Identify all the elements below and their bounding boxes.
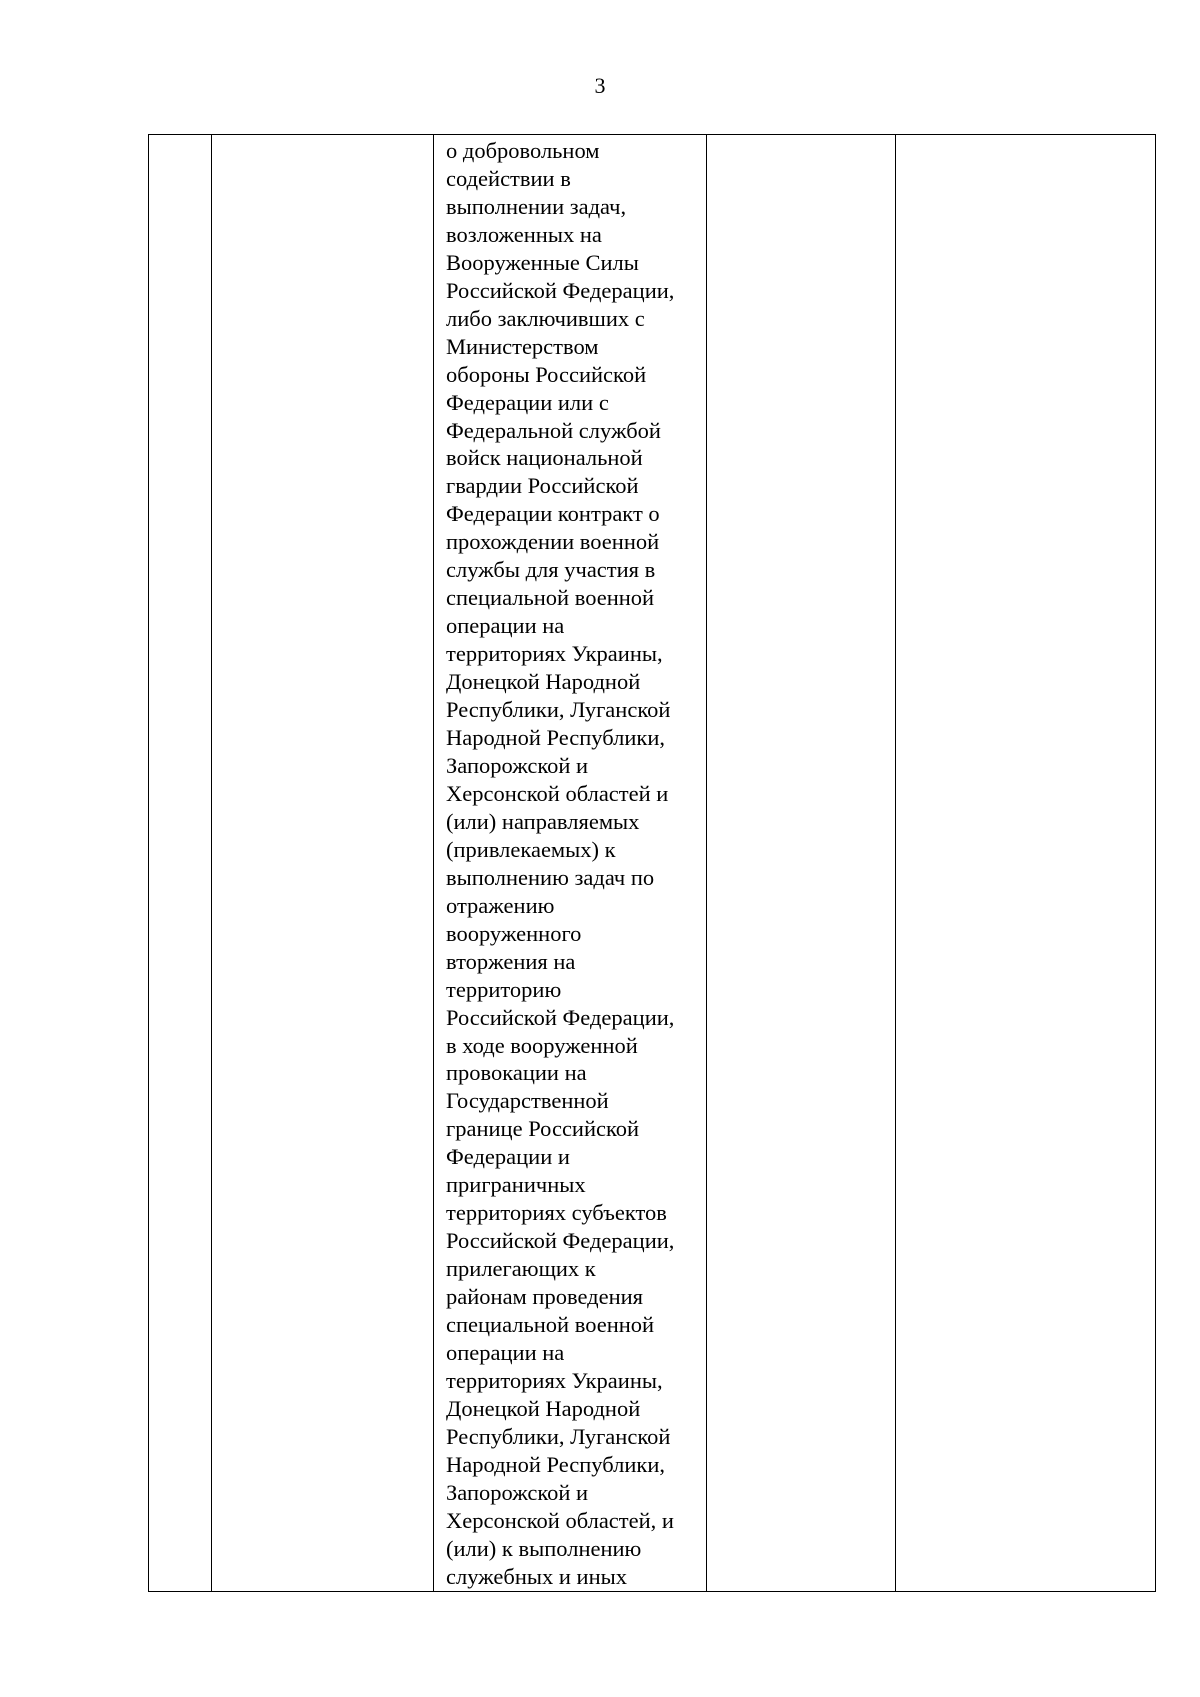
cell-text-line: (или) к выполнению (446, 1535, 642, 1561)
cell-text-line: Херсонской областей, и (446, 1507, 674, 1533)
cell-text-line: о добровольном (446, 138, 600, 163)
cell-text-line: отражению (446, 892, 555, 918)
cell-text-line: Запорожской и (446, 1479, 589, 1505)
cell-text-line: либо заключивших с (446, 305, 645, 331)
cell-text-line: служебных и иных (446, 1563, 627, 1589)
cell-text-line: Федерации контракт о (446, 501, 660, 527)
document-table (148, 134, 1156, 1592)
cell-text-line: территорию (446, 976, 562, 1002)
cell-text-line: Российской Федерации, (446, 1228, 675, 1254)
cell-text-line: Федеральной службой (446, 417, 661, 443)
cell-text-line: Запорожской и (446, 752, 589, 778)
table-cell-col3 (434, 135, 707, 1592)
cell-text-line: провокации на (446, 1060, 587, 1086)
cell-text-line: Вооруженные Силы (446, 249, 639, 275)
cell-text-line: Федерации или с (446, 389, 609, 415)
table-cell-col4 (707, 135, 896, 1592)
cell-text-line: приграничных (446, 1172, 586, 1198)
cell-text-line: содействии в (446, 165, 571, 191)
cell-text-line: границе Российской (446, 1116, 640, 1142)
cell-text-line: специальной военной (446, 1312, 655, 1338)
cell-text-line: обороны Российской (446, 361, 647, 387)
cell-text-line: прохождении военной (446, 529, 660, 555)
cell-text-line: Народной Республики, (446, 725, 665, 751)
cell-text-line: (привлекаемых) к (446, 836, 616, 862)
cell-text-line: гвардии Российской (446, 473, 639, 499)
cell-text-line: территориях Украины, (446, 641, 663, 667)
cell-text-line: территориях Украины, (446, 1367, 663, 1393)
cell-text-line: районам проведения (446, 1284, 644, 1310)
cell-text-line: Федерации и (446, 1144, 570, 1170)
cell-text-line: прилегающих к (446, 1256, 596, 1282)
cell-text-line: выполнении задач, (446, 193, 627, 219)
cell-text-line: операции на (446, 1339, 565, 1365)
cell-text-line: Министерством (446, 333, 599, 359)
cell-text-line: Донецкой Народной (446, 669, 641, 695)
cell-text-line: Донецкой Народной (446, 1395, 641, 1421)
cell-text-line: возложенных на (446, 221, 602, 247)
page-number: 3 (594, 73, 606, 98)
table-cell-col2 (212, 135, 434, 1592)
cell-text-line: Республики, Луганской (446, 697, 671, 723)
cell-text-line: вооруженного (446, 920, 582, 946)
cell-text-line: службы для участия в (446, 557, 656, 583)
table-row (149, 135, 1156, 1592)
cell-text-line: войск национальной (446, 445, 643, 471)
cell-text-line: специальной военной (446, 585, 655, 611)
cell-text-block (434, 135, 706, 1591)
cell-text-line: операции на (446, 613, 565, 639)
cell-text-line: Государственной (446, 1088, 609, 1114)
table-cell-col1 (149, 135, 212, 1592)
cell-text-line: Херсонской областей и (446, 780, 669, 806)
cell-text-line: Российской Федерации, (446, 1004, 675, 1030)
cell-text-line: территориях субъектов (446, 1200, 667, 1226)
cell-text-line: выполнению задач по (446, 864, 655, 890)
cell-text-line: Российской Федерации, (446, 277, 675, 303)
cell-text-line: Республики, Луганской (446, 1423, 671, 1449)
table-cell-col5 (896, 135, 1156, 1592)
cell-text-line: в ходе вооруженной (446, 1032, 638, 1058)
cell-text-line: вторжения на (446, 948, 576, 974)
cell-text-line: Народной Республики, (446, 1451, 665, 1477)
cell-text-line: (или) направляемых (446, 808, 640, 834)
